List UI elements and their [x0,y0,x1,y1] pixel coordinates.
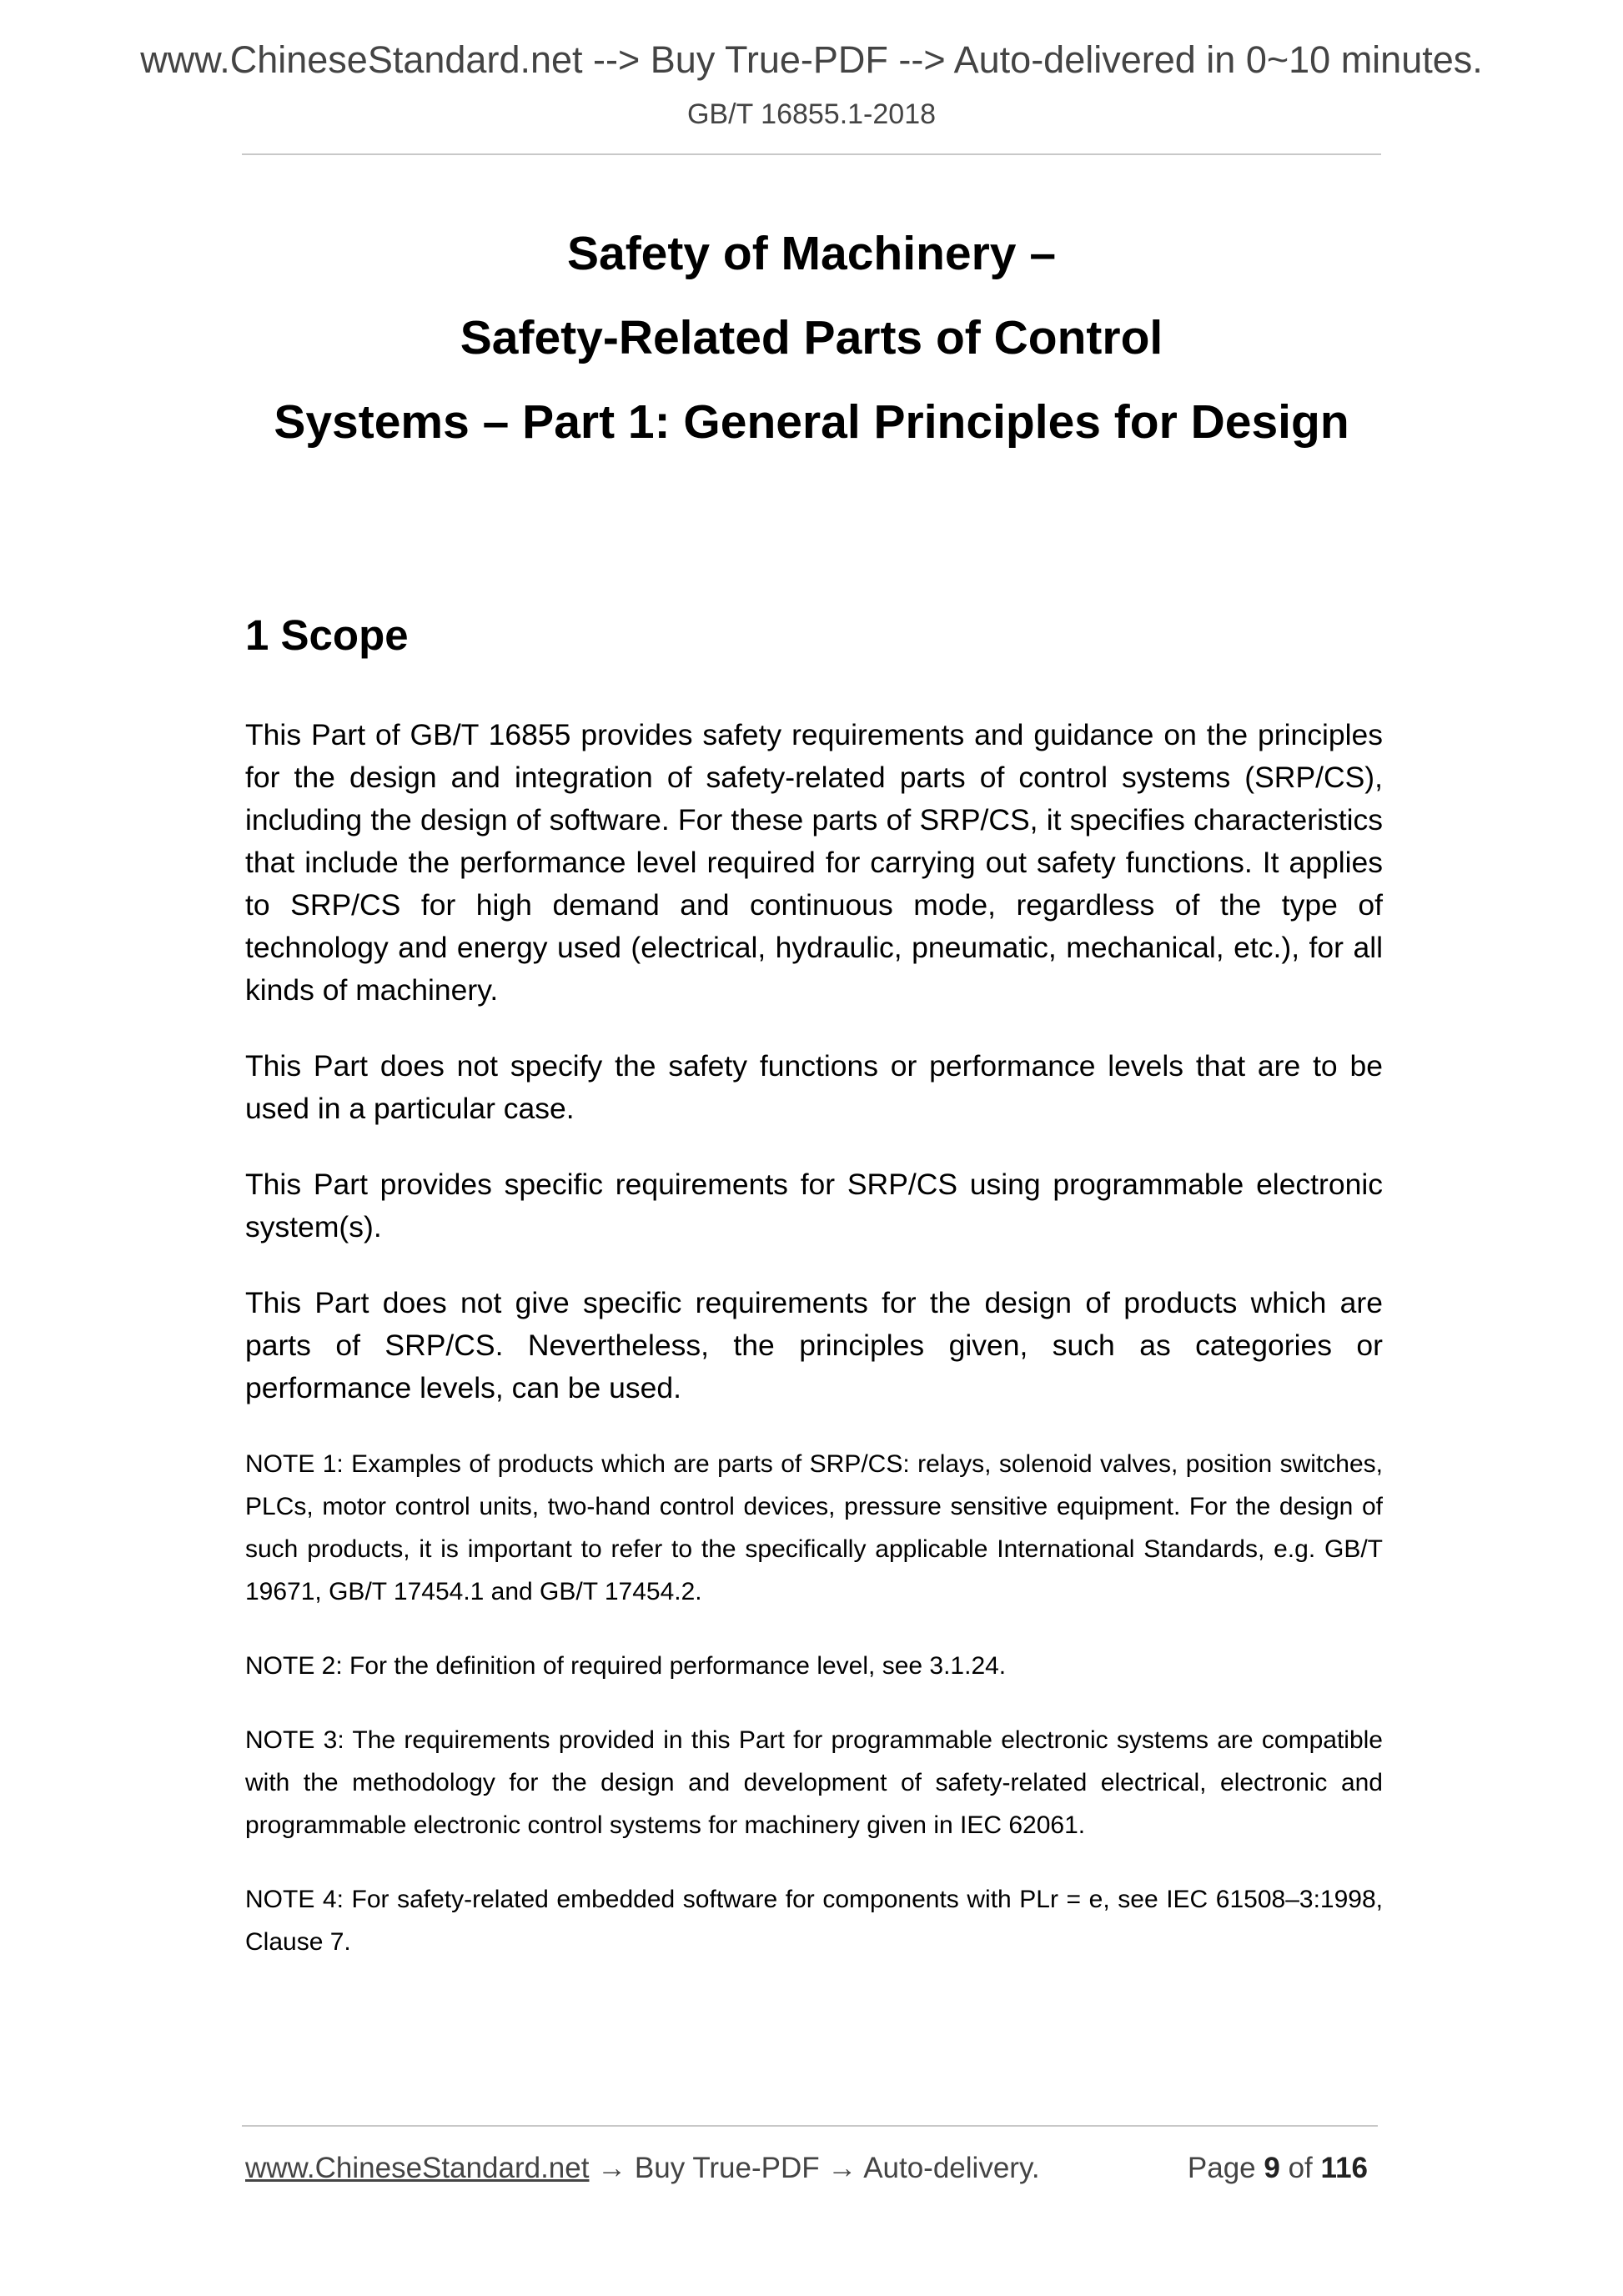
footer-delivery-text: Auto-delivery. [863,2152,1040,2184]
title-line-2: Safety-Related Parts of Control [460,311,1163,364]
note: NOTE 1: Examples of products which are parts of SRP/CS: relays, solenoid valves, position switches, PLCs, motor control units, two-hand control devices, pressure sensitive equipment. For the design of such products, it is important to refer to the specifically applicable International Standards, e.g. GB/T 19671, GB/T 17454.1 and GB/T 17454.2. [245,1450,1383,1605]
title-line-1: Safety of Machinery – [566,227,1057,280]
note: NOTE 3: The requirements provided in this Part for programmable electronic systems are compatible with the methodology for the design and development of safety-related electrical, electronic and programmable electronic control systems for machinery given in IEC 62061. [245,1726,1383,1839]
arrow-icon: → [819,2152,864,2184]
note: NOTE 2: For the definition of required performance level, see 3.1.24. [245,1652,1007,1680]
top-banner: www.ChineseStandard.net --> Buy True-PDF --> Auto-delivered in 0~10 minutes. [140,38,1483,81]
paragraph: This Part of GB/T 16855 provides safety requirements and guidance on the principles for the design and integration of safety-related parts of control systems (SRP/CS), including the design of software. For these parts of SRP/CS, it specifies characteristics that include the performance level required for carrying out safety functions. It applies to SRP/CS for high demand and continuous mode, regardless of the type of technology and energy used (electrical, hydraulic, pneumatic, mechanical, etc.), for all kinds of machinery. [245,718,1383,1007]
footer-buy-text: Buy True-PDF [634,2152,820,2184]
section-heading: 1 Scope [245,611,409,659]
section-body [245,714,1383,1995]
title-line-3: Systems – Part 1: General Principles for Design [274,395,1349,449]
arrow-icon: → [589,2152,635,2184]
page-label: Page [1187,2152,1256,2184]
of-label: of [1288,2152,1313,2184]
note: NOTE 4: For safety-related embedded software for components with PLr = e, see IEC 61508–3:1998, Clause 7. [245,1886,1383,1956]
paragraph: This Part does not give specific requirements for the design of products which are parts of SRP/CS. Nevertheless, the principles given, such as categories or performance levels, can be used. [245,1286,1383,1404]
standard-code: GB/T 16855.1-2018 [686,98,937,130]
footer-website-link[interactable]: www.ChineseStandard.net [245,2152,590,2184]
paragraph: This Part does not specify the safety functions or performance levels that are to be used in a particular case. [245,1049,1383,1125]
page-total: 116 [1320,2152,1368,2184]
page-indicator [1188,2150,1368,2187]
footer-divider [242,2125,1378,2127]
header-divider [242,153,1381,155]
document-title [167,212,1456,465]
paragraph: This Part provides specific requirements for SRP/CS using programmable electronic system(s). [245,1168,1383,1243]
page-number: 9 [1264,2152,1280,2184]
footer-promo [245,2150,1040,2187]
